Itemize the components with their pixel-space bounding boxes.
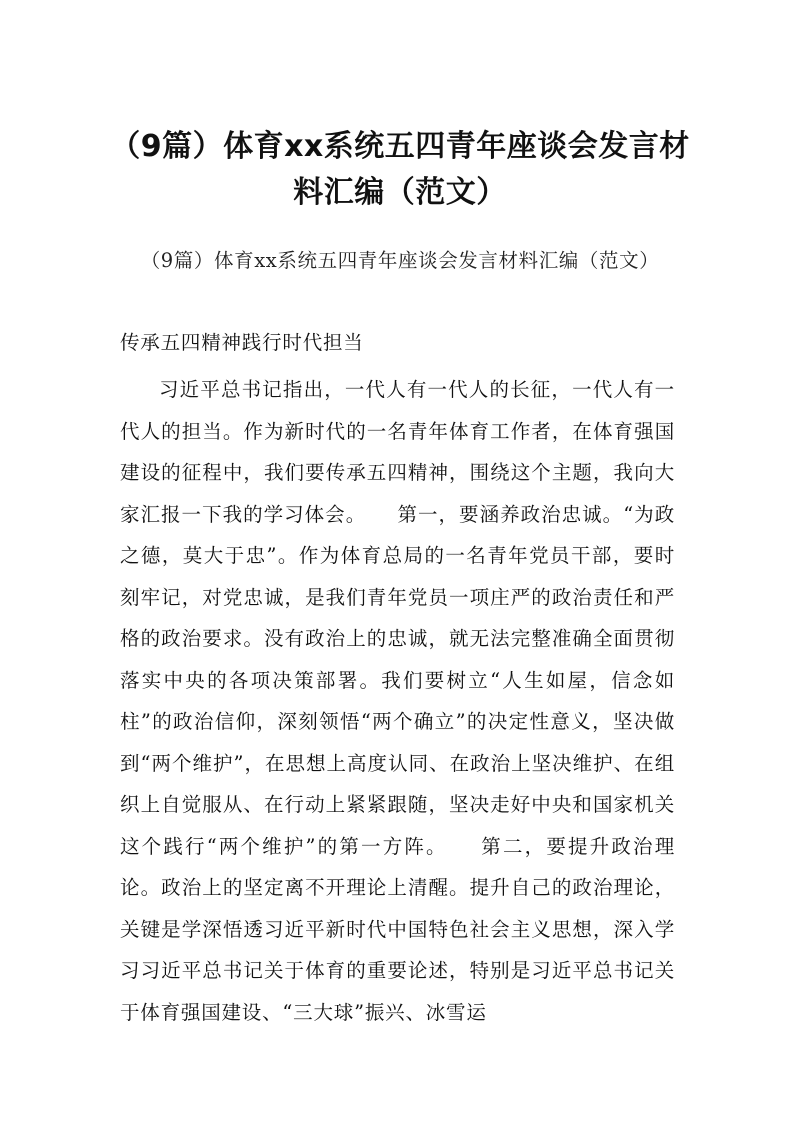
document-title: （9篇）体育xx系统五四青年座谈会发言材料汇编（范文） xyxy=(110,129,690,210)
document-subtitle: （9篇）体育xx系统五四青年座谈会发言材料汇编（范文） xyxy=(140,249,660,272)
section-heading: 传承五四精神践行时代担当 xyxy=(120,331,364,354)
body-paragraph: 习近平总书记指出，一代人有一代人的长征，一代人有一代人的担当。作为新时代的一名青年体育工作者，在体育强国建设的征程中，我们要传承五四精神，围绕这个主题，我向大家汇报一下我的学习体会。 第一，要涵养政治忠诚。“为政之德，莫大于忠”。作为体育总局的一名青年党员干部，要时刻牢记，对党忠诚，是我们青年党员一项庄严的政治责任和严格的政治要求。没有政治上的忠诚，就无法完整准确全面贯彻落实中央的各项决策部署。我们要树立“人生如屋，信念如柱”的政治信仰，深刻领悟“两个确立”的决定性意义，坚决做到“两个维护”，在思想上高度认同、在政治上坚决维护、在组织上自觉服从、在行动上紧紧跟随，坚决走好中央和国家机关这个践行“两个维护”的第一方阵。 第二，要提升政治理论。政治上的坚定离不开理论上清醒。提升自己的政治理论，关键是学深悟透习近平新时代中国特色社会主义思想，深入学习习近平总书记关于体育的重要论述，特别是习近平总书记关于体育强国建设、“三大球”振兴、冰雪运 xyxy=(120,378,675,1024)
